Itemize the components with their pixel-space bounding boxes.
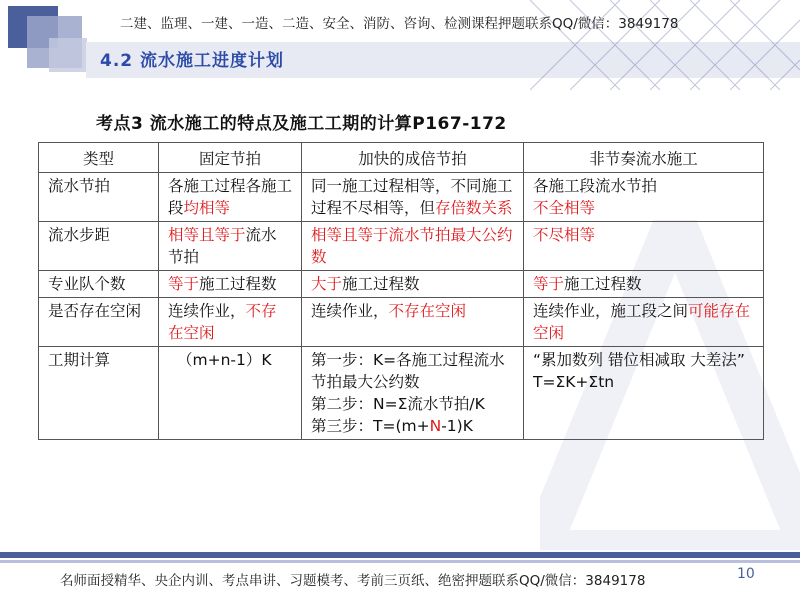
table-row: [39, 173, 764, 222]
table-row: [39, 271, 764, 298]
footer-bar-thin: [0, 560, 800, 563]
header-type: 类型: [39, 143, 159, 173]
table-cell: 相等且等于流水节拍最大公约数: [302, 222, 524, 271]
comparison-table: [38, 142, 764, 440]
table-cell: （m+n-1）K: [159, 347, 302, 440]
table-cell: 各施工过程各施工段均相等: [159, 173, 302, 222]
row-label: 专业队个数: [39, 271, 159, 298]
table-cell: 连续作业，不存在空闲: [302, 298, 524, 347]
header-accelerated-multiple-beat: 加快的成倍节拍: [302, 143, 524, 173]
decor-square-light: [49, 38, 87, 72]
header-non-rhythmic: 非节奏流水施工: [524, 143, 764, 173]
table-row: [39, 347, 764, 440]
table-cell: 大于施工过程数: [302, 271, 524, 298]
row-label: 流水节拍: [39, 173, 159, 222]
table-row: [39, 298, 764, 347]
table-cell: 第一步：K=各施工过程流水节拍最大公约数 第二步：N=Σ流水节拍/K 第三步：T=(m+N-1)K: [302, 347, 524, 440]
row-label: 是否存在空闲: [39, 298, 159, 347]
table-cell: “累加数列 错位相减取 大差法” T=ΣK+Σtn: [524, 347, 764, 440]
table-cell: 相等且等于流水节拍: [159, 222, 302, 271]
row-label: 工期计算: [39, 347, 159, 440]
table-cell: 等于施工过程数: [524, 271, 764, 298]
header-contact-text: 二建、监理、一建、一造、二造、安全、消防、咨询、检测课程押题联系QQ/微信：3849178: [120, 16, 679, 32]
row-label: 流水步距: [39, 222, 159, 271]
header-fixed-beat: 固定节拍: [159, 143, 302, 173]
footer-contact-text: 名师面授精华、央企内训、考点串讲、习题模考、考前三页纸、绝密押题联系QQ/微信：3849178: [60, 573, 646, 589]
table-cell: 连续作业，不存在空闲: [159, 298, 302, 347]
table-cell: 各施工段流水节拍 不全相等: [524, 173, 764, 222]
table-cell: 等于施工过程数: [159, 271, 302, 298]
footer-bar: [0, 552, 800, 558]
section-title: 4.2 流水施工进度计划: [100, 51, 285, 71]
table-header-row: [39, 143, 764, 173]
table-cell: 同一施工过程相等，不同施工过程不尽相等，但存倍数关系: [302, 173, 524, 222]
page-number: 10: [737, 566, 755, 582]
table-row: [39, 222, 764, 271]
table-cell: 连续作业，施工段之间可能存在空闲: [524, 298, 764, 347]
topic-heading: 考点3 流水施工的特点及施工工期的计算P167-172: [96, 114, 507, 134]
table-cell: 不尽相等: [524, 222, 764, 271]
